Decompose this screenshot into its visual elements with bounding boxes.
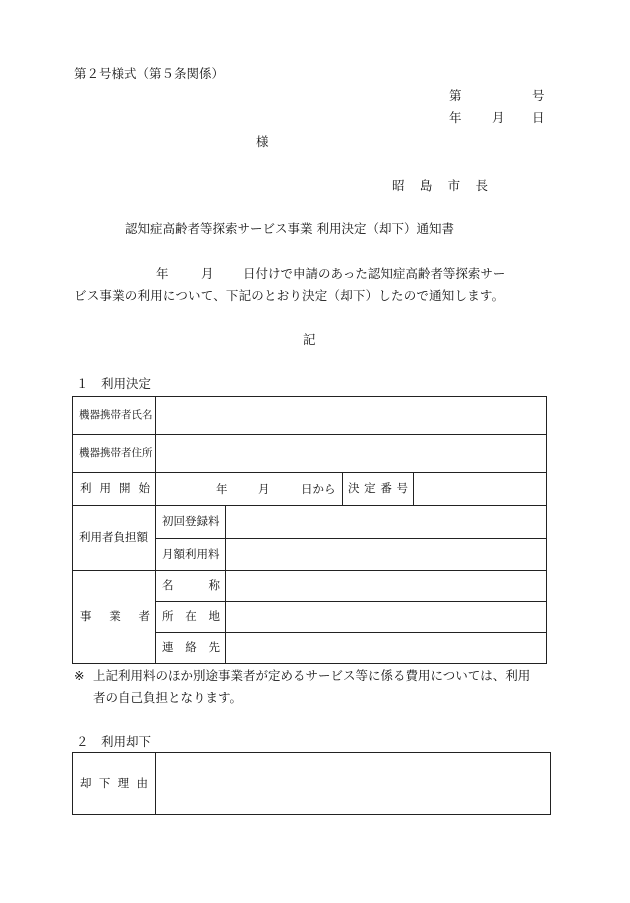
form-number: 第２号様式（第５条関係） (74, 66, 225, 81)
label-decision-number: 決定番号 (348, 481, 408, 496)
body-year-label: 年 (156, 266, 169, 281)
label-op-location: 所在地 (162, 609, 220, 624)
initial-fee-field[interactable] (226, 506, 547, 539)
label-start: 利用開始 (80, 481, 150, 496)
label-initial-fee: 初回登録料 (156, 506, 226, 539)
date-year-label: 年 (449, 110, 462, 125)
op-location-field[interactable] (226, 602, 547, 633)
holder-address-field[interactable] (156, 435, 547, 473)
issuer: 昭島市長 (392, 178, 488, 193)
monthly-fee-field[interactable] (226, 539, 547, 571)
label-op-contact: 連絡先 (162, 640, 220, 655)
number-prefix: 第 (449, 88, 462, 103)
label-monthly-fee: 月額利用料 (156, 539, 226, 571)
addressee-suffix: 様 (256, 134, 269, 149)
decision-table (72, 396, 547, 664)
note-line2: 者の自己負担となります。 (93, 690, 243, 705)
op-name-field[interactable] (226, 571, 547, 602)
rejection-table (72, 752, 551, 815)
label-holder-name: 機器携帯者氏名 (73, 397, 156, 435)
label-user-burden: 利用者負担額 (73, 506, 156, 571)
date-day-label: 日 (532, 110, 545, 125)
number-suffix: 号 (532, 88, 545, 103)
document-title: 認知症高齢者等探索サービス事業 利用決定（却下）通知書 (125, 221, 454, 236)
section1-heading: １ 利用決定 (76, 376, 152, 391)
section2-heading: ２ 利用却下 (76, 734, 152, 749)
holder-name-field[interactable] (156, 397, 547, 435)
body-month-label: 月 (201, 266, 214, 281)
start-month-label: 月 (258, 482, 270, 496)
note-line1: 上記利用料のほか別途事業者が定めるサービス等に係る費用については、利用 (93, 668, 531, 683)
ki-heading: 記 (303, 332, 316, 347)
note-mark: ※ (74, 668, 85, 683)
date-month-label: 月 (492, 110, 505, 125)
label-op-name: 名称 (162, 578, 220, 593)
label-operator: 事業者 (80, 609, 150, 624)
label-holder-address: 機器携帯者住所 (73, 435, 156, 473)
rejection-reason-field[interactable] (156, 753, 551, 815)
label-rejection-reason: 却下理由 (80, 775, 148, 790)
body-line1-tail: 日付けで申請のあった認知症高齢者等探索サー (243, 266, 506, 281)
start-from-label: 日から (301, 482, 336, 496)
op-contact-field[interactable] (226, 633, 547, 664)
decision-number-field[interactable] (414, 473, 547, 506)
start-year-label: 年 (216, 482, 228, 496)
start-date-field[interactable] (156, 473, 343, 506)
body-line2: ビス事業の利用について、下記のとおり決定（却下）したので通知します。 (74, 288, 505, 303)
